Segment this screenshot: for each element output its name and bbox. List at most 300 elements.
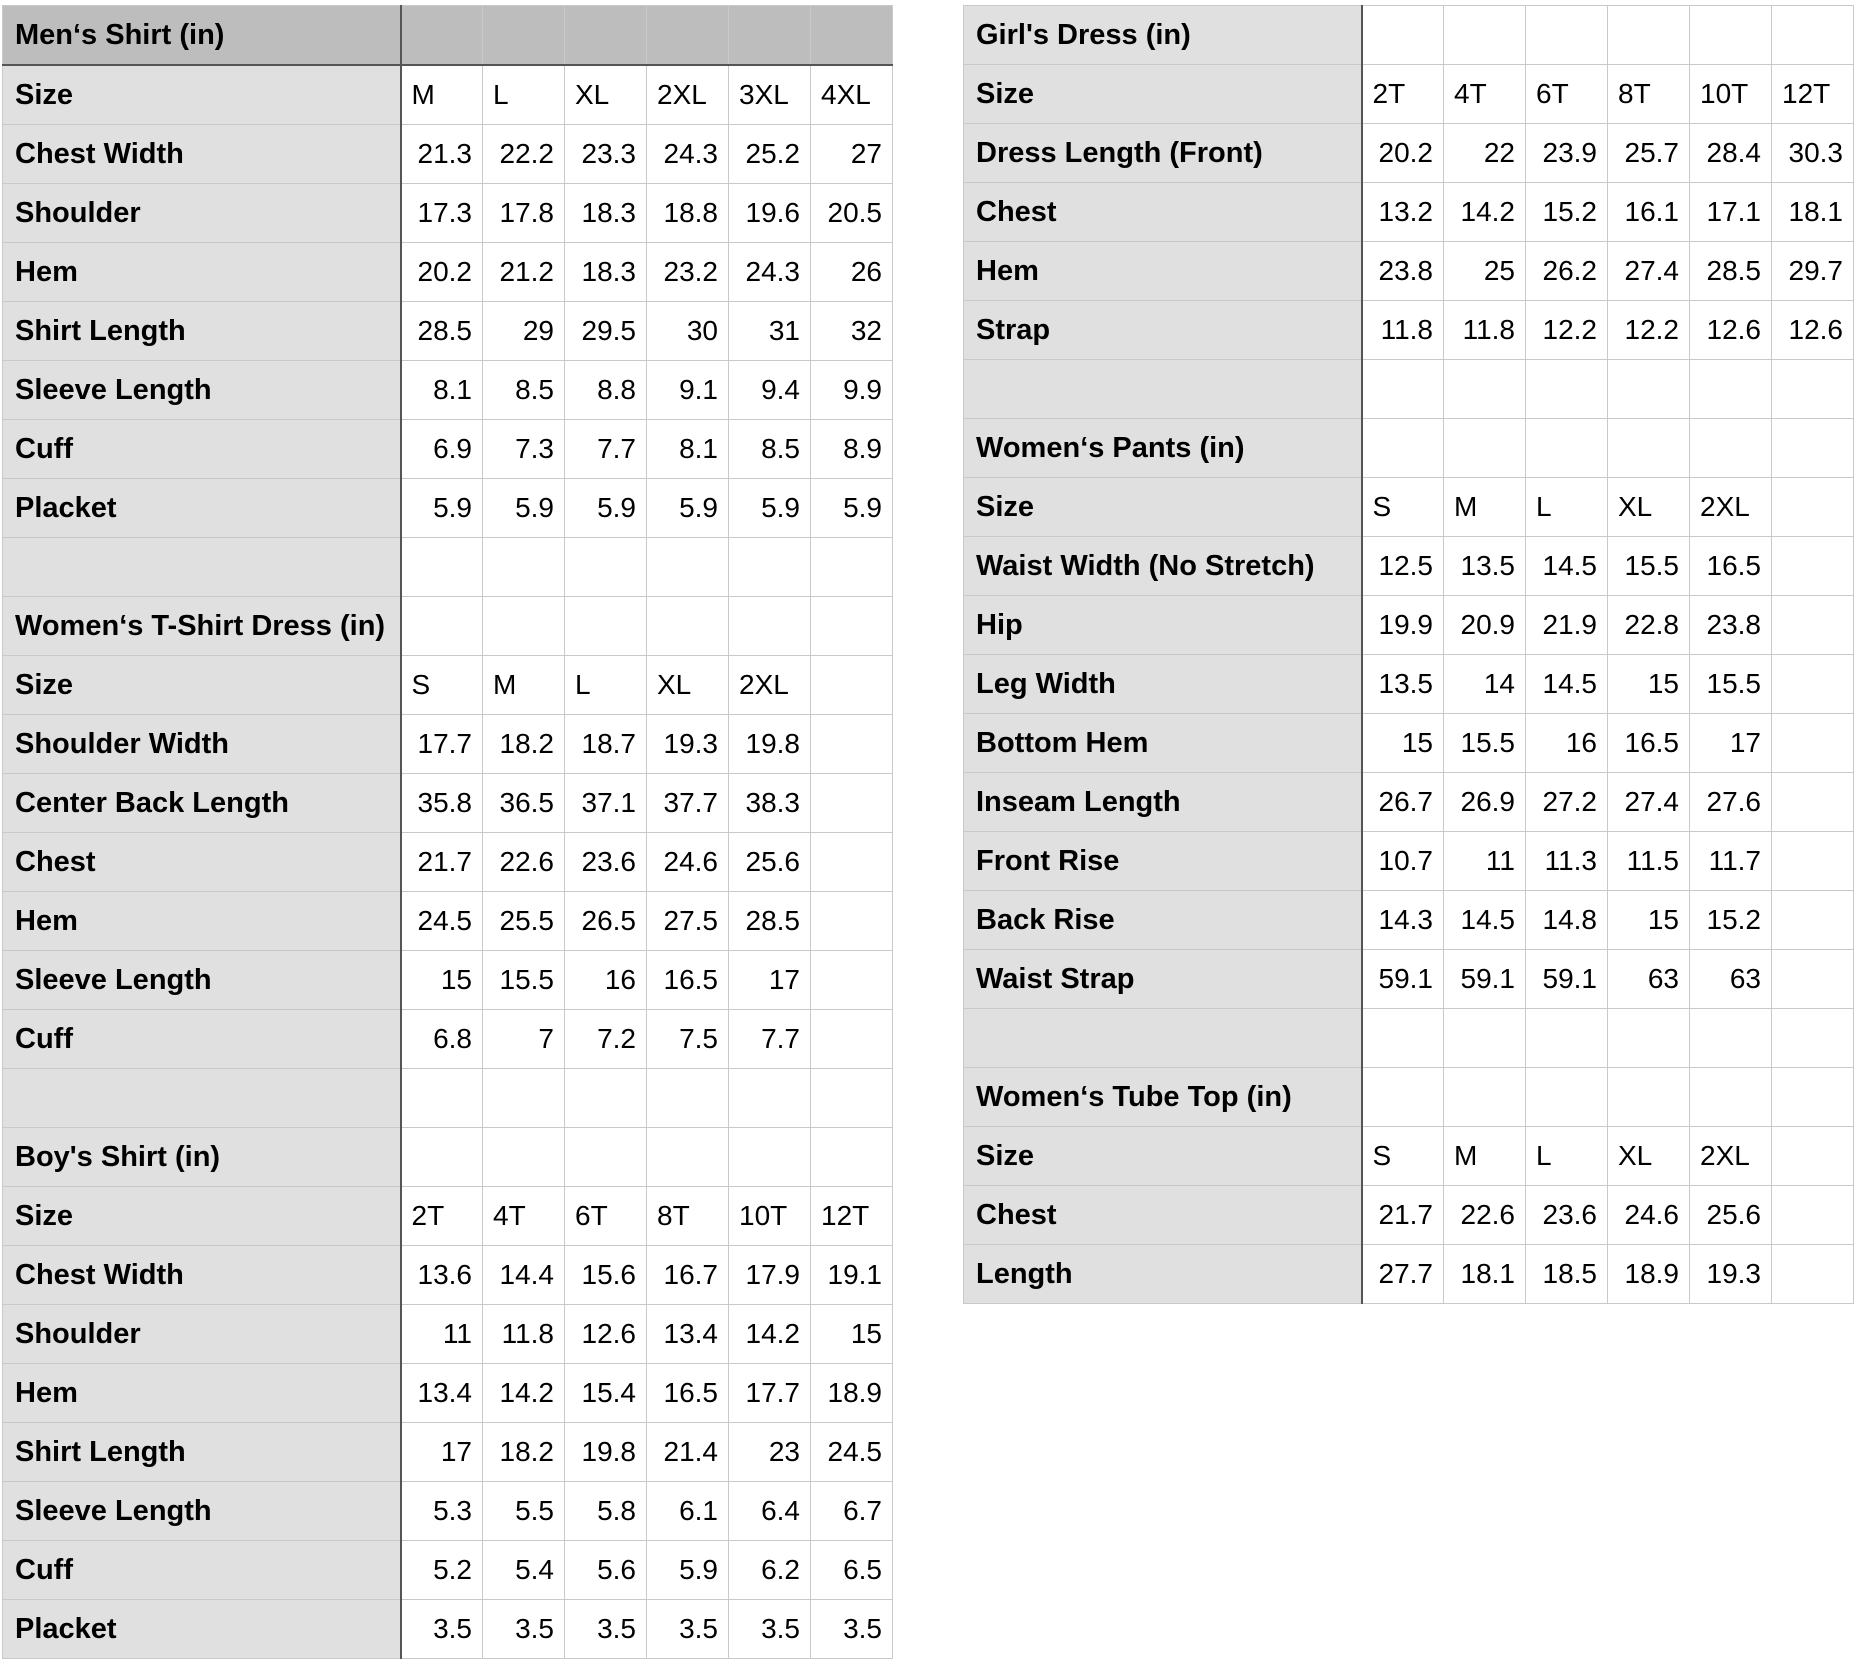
measurement-row xyxy=(3,1246,893,1305)
measurement-row xyxy=(964,950,1854,1009)
measurement-value: 21.4 xyxy=(647,1423,729,1482)
empty-cell xyxy=(1690,360,1772,419)
empty-cell xyxy=(1526,6,1608,65)
measurement-value: 25.6 xyxy=(729,833,811,892)
measurement-value: 32 xyxy=(811,302,893,361)
measurement-value: 21.2 xyxy=(483,243,565,302)
measurement-value: 13.5 xyxy=(1444,537,1526,596)
measurement-value: 5.9 xyxy=(565,479,647,538)
measurement-value: 14.5 xyxy=(1526,537,1608,596)
measurement-value: 7.5 xyxy=(647,1010,729,1069)
measurement-row xyxy=(3,833,893,892)
measurement-value: 28.5 xyxy=(401,302,483,361)
measurement-value: 9.4 xyxy=(729,361,811,420)
empty-cell xyxy=(1444,1009,1526,1068)
measurement-value: 5.8 xyxy=(565,1482,647,1541)
size-header-cell: L xyxy=(1526,1127,1608,1186)
measurement-value xyxy=(1772,891,1854,950)
measurement-value: 18.8 xyxy=(647,184,729,243)
size-header-cell: 8T xyxy=(647,1187,729,1246)
measurement-value: 24.3 xyxy=(729,243,811,302)
measurement-value: 11.7 xyxy=(1690,832,1772,891)
measurement-value: 18.2 xyxy=(483,1423,565,1482)
measurement-value: 18.1 xyxy=(1772,183,1854,242)
measurement-value: 23 xyxy=(729,1423,811,1482)
empty-cell xyxy=(729,1069,811,1128)
measurement-value: 26.5 xyxy=(565,892,647,951)
measurement-value: 18.7 xyxy=(565,715,647,774)
measurement-value xyxy=(1772,537,1854,596)
measurement-value: 16.5 xyxy=(647,1364,729,1423)
measurement-value: 8.5 xyxy=(729,420,811,479)
measurement-value: 15.5 xyxy=(1444,714,1526,773)
empty-label-cell xyxy=(964,360,1362,419)
measurement-row xyxy=(964,1186,1854,1245)
measurement-value: 29.7 xyxy=(1772,242,1854,301)
measurement-label: Chest xyxy=(964,1186,1362,1245)
measurement-value: 26 xyxy=(811,243,893,302)
measurement-value: 36.5 xyxy=(483,774,565,833)
measurement-value: 19.6 xyxy=(729,184,811,243)
measurement-value xyxy=(811,774,893,833)
measurement-label: Strap xyxy=(964,301,1362,360)
empty-cell xyxy=(647,1069,729,1128)
measurement-label: Waist Width (No Stretch) xyxy=(964,537,1362,596)
size-header-cell: 3XL xyxy=(729,65,811,125)
size-header-cell: 12T xyxy=(1772,65,1854,124)
measurement-value: 11 xyxy=(1444,832,1526,891)
measurement-value: 27.7 xyxy=(1362,1245,1444,1304)
measurement-label: Chest Width xyxy=(3,1246,401,1305)
measurement-value: 14.3 xyxy=(1362,891,1444,950)
measurement-value: 19.9 xyxy=(1362,596,1444,655)
size-header-cell: 2XL xyxy=(729,656,811,715)
measurement-value: 6.4 xyxy=(729,1482,811,1541)
size-header-cell: 10T xyxy=(1690,65,1772,124)
measurement-label: Front Rise xyxy=(964,832,1362,891)
measurement-value: 14.2 xyxy=(1444,183,1526,242)
measurement-value: 15.5 xyxy=(483,951,565,1010)
measurement-value: 37.1 xyxy=(565,774,647,833)
left-size-chart-table xyxy=(2,5,893,1659)
measurement-value: 12.5 xyxy=(1362,537,1444,596)
empty-cell xyxy=(1526,1009,1608,1068)
measurement-value: 6.8 xyxy=(401,1010,483,1069)
measurement-row xyxy=(3,715,893,774)
measurement-row xyxy=(3,184,893,243)
empty-cell xyxy=(1772,360,1854,419)
measurement-row xyxy=(3,479,893,538)
measurement-value: 15 xyxy=(1608,655,1690,714)
size-header-cell: 6T xyxy=(565,1187,647,1246)
section-title-row xyxy=(964,1068,1854,1127)
measurement-row xyxy=(3,1305,893,1364)
measurement-value: 17.8 xyxy=(483,184,565,243)
measurement-value: 23.9 xyxy=(1526,124,1608,183)
empty-cell xyxy=(565,1128,647,1187)
empty-cell xyxy=(1526,1068,1608,1127)
measurement-value: 25.5 xyxy=(483,892,565,951)
measurement-value: 18.1 xyxy=(1444,1245,1526,1304)
right-size-chart-table xyxy=(963,5,1854,1304)
measurement-value: 59.1 xyxy=(1362,950,1444,1009)
measurement-value: 11.8 xyxy=(483,1305,565,1364)
spacer-row xyxy=(964,360,1854,419)
empty-cell xyxy=(811,538,893,597)
measurement-value: 5.9 xyxy=(647,479,729,538)
measurement-value: 12.2 xyxy=(1526,301,1608,360)
measurement-label: Shirt Length xyxy=(3,302,401,361)
measurement-label: Dress Length (Front) xyxy=(964,124,1362,183)
measurement-value: 5.4 xyxy=(483,1541,565,1600)
measurement-value: 19.3 xyxy=(1690,1245,1772,1304)
size-header-cell: 2XL xyxy=(1690,1127,1772,1186)
measurement-value: 18.3 xyxy=(565,184,647,243)
measurement-value xyxy=(1772,714,1854,773)
empty-label-cell xyxy=(3,538,401,597)
measurement-value: 18.5 xyxy=(1526,1245,1608,1304)
empty-cell xyxy=(565,1069,647,1128)
measurement-value: 7.7 xyxy=(729,1010,811,1069)
measurement-label: Leg Width xyxy=(964,655,1362,714)
measurement-value xyxy=(1772,832,1854,891)
measurement-value: 15.5 xyxy=(1690,655,1772,714)
measurement-label: Hip xyxy=(964,596,1362,655)
measurement-value: 27.6 xyxy=(1690,773,1772,832)
measurement-value xyxy=(811,1010,893,1069)
section-title-row xyxy=(964,6,1854,65)
measurement-value: 20.5 xyxy=(811,184,893,243)
empty-cell xyxy=(1444,419,1526,478)
measurement-row xyxy=(3,1600,893,1659)
measurement-value: 3.5 xyxy=(483,1600,565,1659)
measurement-row xyxy=(964,832,1854,891)
measurement-label: Hem xyxy=(3,1364,401,1423)
size-header-row xyxy=(964,65,1854,124)
size-header-label: Size xyxy=(3,65,401,125)
measurement-value: 17 xyxy=(729,951,811,1010)
measurement-value: 6.2 xyxy=(729,1541,811,1600)
size-header-cell: M xyxy=(483,656,565,715)
measurement-value: 6.7 xyxy=(811,1482,893,1541)
measurement-value: 24.6 xyxy=(647,833,729,892)
measurement-value: 18.2 xyxy=(483,715,565,774)
measurement-value: 12.6 xyxy=(1772,301,1854,360)
measurement-value: 38.3 xyxy=(729,774,811,833)
size-header-cell: M xyxy=(1444,478,1526,537)
measurement-value: 16 xyxy=(1526,714,1608,773)
measurement-value: 13.4 xyxy=(647,1305,729,1364)
measurement-value: 27.4 xyxy=(1608,773,1690,832)
measurement-value: 24.5 xyxy=(811,1423,893,1482)
measurement-value: 27.2 xyxy=(1526,773,1608,832)
empty-cell xyxy=(1690,6,1772,65)
measurement-value: 15.5 xyxy=(1608,537,1690,596)
measurement-value: 13.5 xyxy=(1362,655,1444,714)
section-title-row xyxy=(3,597,893,656)
measurement-value: 3.5 xyxy=(729,1600,811,1659)
measurement-label: Shoulder xyxy=(3,184,401,243)
measurement-row xyxy=(964,242,1854,301)
measurement-value xyxy=(811,892,893,951)
measurement-label: Placket xyxy=(3,1600,401,1659)
measurement-label: Cuff xyxy=(3,420,401,479)
measurement-value: 17.1 xyxy=(1690,183,1772,242)
measurement-value: 5.3 xyxy=(401,1482,483,1541)
measurement-row xyxy=(3,951,893,1010)
empty-cell xyxy=(1444,6,1526,65)
size-header-label: Size xyxy=(3,656,401,715)
measurement-value: 20.2 xyxy=(1362,124,1444,183)
measurement-value: 17 xyxy=(401,1423,483,1482)
measurement-value xyxy=(1772,1245,1854,1304)
size-header-cell: 10T xyxy=(729,1187,811,1246)
measurement-label: Shoulder xyxy=(3,1305,401,1364)
size-header-cell: 4XL xyxy=(811,65,893,125)
empty-cell xyxy=(1690,419,1772,478)
measurement-value: 24.6 xyxy=(1608,1186,1690,1245)
measurement-value: 28.5 xyxy=(729,892,811,951)
measurement-row xyxy=(964,124,1854,183)
empty-cell xyxy=(401,538,483,597)
measurement-value: 8.1 xyxy=(401,361,483,420)
empty-cell xyxy=(811,1069,893,1128)
measurement-value: 29 xyxy=(483,302,565,361)
measurement-value: 6.5 xyxy=(811,1541,893,1600)
measurement-row xyxy=(3,1423,893,1482)
measurement-label: Hem xyxy=(3,892,401,951)
empty-cell xyxy=(1362,360,1444,419)
empty-cell xyxy=(1526,360,1608,419)
section-title: Boy's Shirt (in) xyxy=(3,1128,401,1187)
empty-cell xyxy=(483,597,565,656)
measurement-value xyxy=(811,833,893,892)
measurement-value: 26.9 xyxy=(1444,773,1526,832)
measurement-value: 21.3 xyxy=(401,125,483,184)
measurement-value: 21.9 xyxy=(1526,596,1608,655)
size-header-label: Size xyxy=(3,1187,401,1246)
measurement-row xyxy=(964,655,1854,714)
measurement-value: 13.2 xyxy=(1362,183,1444,242)
empty-cell xyxy=(647,1128,729,1187)
empty-cell xyxy=(1772,419,1854,478)
measurement-value: 8.5 xyxy=(483,361,565,420)
measurement-value: 13.6 xyxy=(401,1246,483,1305)
measurement-value xyxy=(1772,773,1854,832)
measurement-value: 23.6 xyxy=(565,833,647,892)
measurement-value: 17.7 xyxy=(729,1364,811,1423)
size-header-cell: S xyxy=(401,656,483,715)
size-header-cell: 6T xyxy=(1526,65,1608,124)
empty-cell xyxy=(401,1128,483,1187)
empty-cell xyxy=(483,1069,565,1128)
measurement-value: 12.2 xyxy=(1608,301,1690,360)
measurement-value: 7.7 xyxy=(565,420,647,479)
measurement-value: 3.5 xyxy=(647,1600,729,1659)
measurement-value xyxy=(1772,655,1854,714)
size-header-cell: L xyxy=(483,65,565,125)
size-header-cell xyxy=(811,656,893,715)
measurement-value: 10.7 xyxy=(1362,832,1444,891)
measurement-value xyxy=(811,715,893,774)
measurement-value: 16.1 xyxy=(1608,183,1690,242)
measurement-value: 25 xyxy=(1444,242,1526,301)
size-header-cell: M xyxy=(1444,1127,1526,1186)
size-header-label: Size xyxy=(964,65,1362,124)
measurement-value: 9.9 xyxy=(811,361,893,420)
measurement-row xyxy=(3,774,893,833)
empty-cell xyxy=(1362,6,1444,65)
size-header-row xyxy=(3,1187,893,1246)
measurement-value: 23.8 xyxy=(1362,242,1444,301)
measurement-value: 5.2 xyxy=(401,1541,483,1600)
measurement-value: 5.9 xyxy=(811,479,893,538)
measurement-value: 15.2 xyxy=(1690,891,1772,950)
empty-cell xyxy=(1362,1009,1444,1068)
measurement-value: 5.6 xyxy=(565,1541,647,1600)
measurement-value: 5.9 xyxy=(647,1541,729,1600)
measurement-value: 15.2 xyxy=(1526,183,1608,242)
measurement-value: 23.6 xyxy=(1526,1186,1608,1245)
measurement-value: 25.2 xyxy=(729,125,811,184)
spacer-row xyxy=(3,538,893,597)
section-title-row xyxy=(964,419,1854,478)
measurement-value: 17.3 xyxy=(401,184,483,243)
measurement-value: 17.7 xyxy=(401,715,483,774)
measurement-value: 25.7 xyxy=(1608,124,1690,183)
size-header-row xyxy=(964,1127,1854,1186)
measurement-row xyxy=(3,125,893,184)
empty-cell xyxy=(483,538,565,597)
measurement-value: 19.8 xyxy=(729,715,811,774)
measurement-value: 21.7 xyxy=(1362,1186,1444,1245)
measurement-value: 16.5 xyxy=(647,951,729,1010)
measurement-value: 15.6 xyxy=(565,1246,647,1305)
measurement-value: 8.9 xyxy=(811,420,893,479)
measurement-value: 5.5 xyxy=(483,1482,565,1541)
measurement-value: 14 xyxy=(1444,655,1526,714)
empty-label-cell xyxy=(3,1069,401,1128)
measurement-value: 15 xyxy=(811,1305,893,1364)
measurement-value: 3.5 xyxy=(565,1600,647,1659)
measurement-value: 15.4 xyxy=(565,1364,647,1423)
measurement-value: 12.6 xyxy=(1690,301,1772,360)
measurement-value: 11.3 xyxy=(1526,832,1608,891)
measurement-value: 6.1 xyxy=(647,1482,729,1541)
measurement-value: 20.9 xyxy=(1444,596,1526,655)
empty-cell xyxy=(729,538,811,597)
measurement-value: 59.1 xyxy=(1526,950,1608,1009)
measurement-value: 16.7 xyxy=(647,1246,729,1305)
measurement-value: 17 xyxy=(1690,714,1772,773)
measurement-label: Sleeve Length xyxy=(3,361,401,420)
measurement-value: 22 xyxy=(1444,124,1526,183)
measurement-value: 16.5 xyxy=(1608,714,1690,773)
empty-cell xyxy=(1772,1068,1854,1127)
measurement-label: Hem xyxy=(964,242,1362,301)
measurement-value: 23.8 xyxy=(1690,596,1772,655)
measurement-value: 37.7 xyxy=(647,774,729,833)
measurement-value: 6.9 xyxy=(401,420,483,479)
measurement-value: 26.2 xyxy=(1526,242,1608,301)
empty-cell xyxy=(811,597,893,656)
empty-cell xyxy=(1362,1068,1444,1127)
measurement-value: 31 xyxy=(729,302,811,361)
measurement-row xyxy=(3,1364,893,1423)
measurement-value: 30 xyxy=(647,302,729,361)
measurement-row xyxy=(3,1482,893,1541)
measurement-value xyxy=(1772,596,1854,655)
measurement-label: Shirt Length xyxy=(3,1423,401,1482)
section-title: Women‘s T-Shirt Dress (in) xyxy=(3,597,401,656)
measurement-value: 14.8 xyxy=(1526,891,1608,950)
section-title-row xyxy=(3,6,893,66)
empty-cell xyxy=(811,6,893,66)
measurement-value: 22.6 xyxy=(1444,1186,1526,1245)
measurement-value: 3.5 xyxy=(401,1600,483,1659)
size-header-cell: L xyxy=(565,656,647,715)
measurement-value: 19.3 xyxy=(647,715,729,774)
measurement-value: 18.9 xyxy=(811,1364,893,1423)
size-header-cell xyxy=(1772,478,1854,537)
measurement-value: 14.4 xyxy=(483,1246,565,1305)
measurement-value: 27 xyxy=(811,125,893,184)
measurement-value: 24.5 xyxy=(401,892,483,951)
measurement-row xyxy=(3,420,893,479)
measurement-value: 16 xyxy=(565,951,647,1010)
spacer-row xyxy=(964,1009,1854,1068)
measurement-value: 26.7 xyxy=(1362,773,1444,832)
empty-cell xyxy=(1608,1009,1690,1068)
measurement-row xyxy=(964,891,1854,950)
size-header-cell: XL xyxy=(565,65,647,125)
measurement-label: Cuff xyxy=(3,1010,401,1069)
size-header-row xyxy=(964,478,1854,537)
measurement-row xyxy=(3,1541,893,1600)
section-title: Girl's Dress (in) xyxy=(964,6,1362,65)
measurement-value: 22.6 xyxy=(483,833,565,892)
measurement-label: Sleeve Length xyxy=(3,951,401,1010)
size-header-cell: XL xyxy=(1608,478,1690,537)
measurement-value: 27.4 xyxy=(1608,242,1690,301)
empty-cell xyxy=(565,538,647,597)
section-title-row xyxy=(3,1128,893,1187)
empty-cell xyxy=(565,6,647,66)
size-header-cell: M xyxy=(401,65,483,125)
measurement-value: 9.1 xyxy=(647,361,729,420)
empty-label-cell xyxy=(964,1009,1362,1068)
measurement-value: 15 xyxy=(401,951,483,1010)
measurement-label: Sleeve Length xyxy=(3,1482,401,1541)
empty-cell xyxy=(1690,1068,1772,1127)
size-header-cell: L xyxy=(1526,478,1608,537)
empty-cell xyxy=(483,6,565,66)
empty-cell xyxy=(729,1128,811,1187)
measurement-value xyxy=(1772,950,1854,1009)
measurement-row xyxy=(964,537,1854,596)
measurement-value: 18.3 xyxy=(565,243,647,302)
measurement-value: 3.5 xyxy=(811,1600,893,1659)
section-title: Women‘s Tube Top (in) xyxy=(964,1068,1362,1127)
measurement-value: 11.5 xyxy=(1608,832,1690,891)
measurement-value: 16.5 xyxy=(1690,537,1772,596)
size-header-cell: XL xyxy=(647,656,729,715)
size-header-cell xyxy=(1772,1127,1854,1186)
measurement-value: 22.8 xyxy=(1608,596,1690,655)
right-table-body xyxy=(964,6,1854,1304)
measurement-value: 5.9 xyxy=(483,479,565,538)
measurement-row xyxy=(3,892,893,951)
